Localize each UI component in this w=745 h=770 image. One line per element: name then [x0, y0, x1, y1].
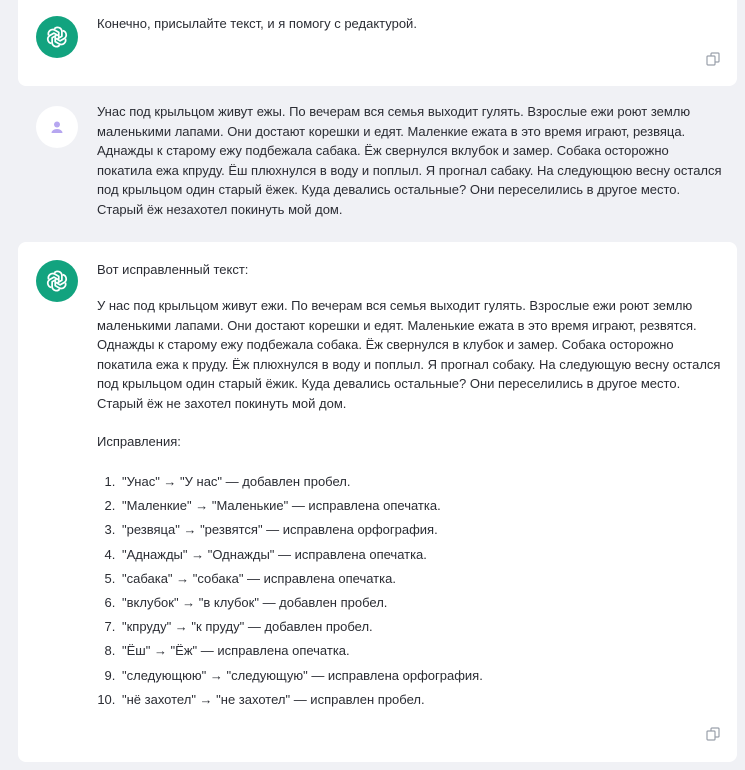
fix-item: 7. "кпруду" → "к пруду" — добавлен пробел. [119, 615, 719, 639]
fix-item: 10. "нё захотел" → "не захотел" — исправлен пробел. [119, 688, 719, 712]
openai-logo-icon [44, 24, 70, 50]
assistant-avatar [36, 16, 78, 58]
copy-icon [706, 727, 720, 741]
openai-logo-icon [44, 268, 70, 294]
fix-item: 3. "резвяца" → "резвятся" — исправлена орфография. [119, 518, 719, 542]
copy-button[interactable] [705, 51, 721, 67]
copy-icon [706, 52, 720, 66]
user-avatar [36, 106, 78, 148]
reply-intro-text: Вот исправленный текст: [97, 262, 249, 277]
copy-button[interactable] [705, 726, 721, 742]
fix-item: 8. "Ёш" → "Ёж" — исправлена опечатка. [119, 639, 719, 663]
assistant-message-2 [18, 242, 737, 762]
assistant-message-text: Конечно, присылайте текст, и я помогу с редактурой. [97, 16, 417, 31]
user-message-text: Унас под крыльцом живут ежы. По вечерам вся семья выходит гулять. Взрослые ежи роют землю маленькими лапами. Они достают корешки и едят. Маленкие ежата в это время играют, резвяца. Аднажды к старому ежу подбежала сабака. Ёж свернулся вклубок и замер. Собака осторожно покатила ежа кпруду. Ёш плюхнулся в воду и поплыл. Я прогнал сабаку. На следующюю весну остался под крыльцом один старый ёжек. Куда девались остальные? Они переселились в другое место. Старый ёж незахотел покинуть мой дом. [97, 104, 722, 217]
corrected-text: У нас под крыльцом живут ежи. По вечерам вся семья выходит гулять. Взрослые ежи роют землю маленькими лапами. Они достают корешки и едят. Маленькие ежата в это время играют, резвятся. Однажды к старому ежу подбежала собака. Ёж свернулся в клубок и замер. Собака осторожно покатила ежа к пруду. Ёж плюхнулся в воду и поплыл. Я прогнал собаку. На следующую весну остался под крыльцом один старый ёжик. Куда девались остальные? Они переселились в другое место. Старый ёж не захотел покинуть мой дом. [97, 298, 721, 411]
fixes-list [97, 470, 719, 712]
fix-item: 5. "сабака" → "собака" — исправлена опечатка. [119, 567, 719, 591]
fixes-heading: Исправления: [97, 434, 181, 449]
assistant-avatar [36, 260, 78, 302]
user-icon [49, 119, 65, 135]
fix-item: 1. "Унас" → "У нас" — добавлен пробел. [119, 470, 719, 494]
fix-item: 6. "вклубок" → "в клубок" — добавлен пробел. [119, 591, 719, 615]
assistant-message-1 [18, 0, 737, 86]
fix-item: 9. "следующюю" → "следующую" — исправлена орфография. [119, 664, 719, 688]
fix-item: 2. "Маленкие" → "Маленькие" — исправлена опечатка. [119, 494, 719, 518]
user-message-1 [18, 86, 737, 242]
fix-item: 4. "Аднажды" → "Однажды" — исправлена опечатка. [119, 543, 719, 567]
